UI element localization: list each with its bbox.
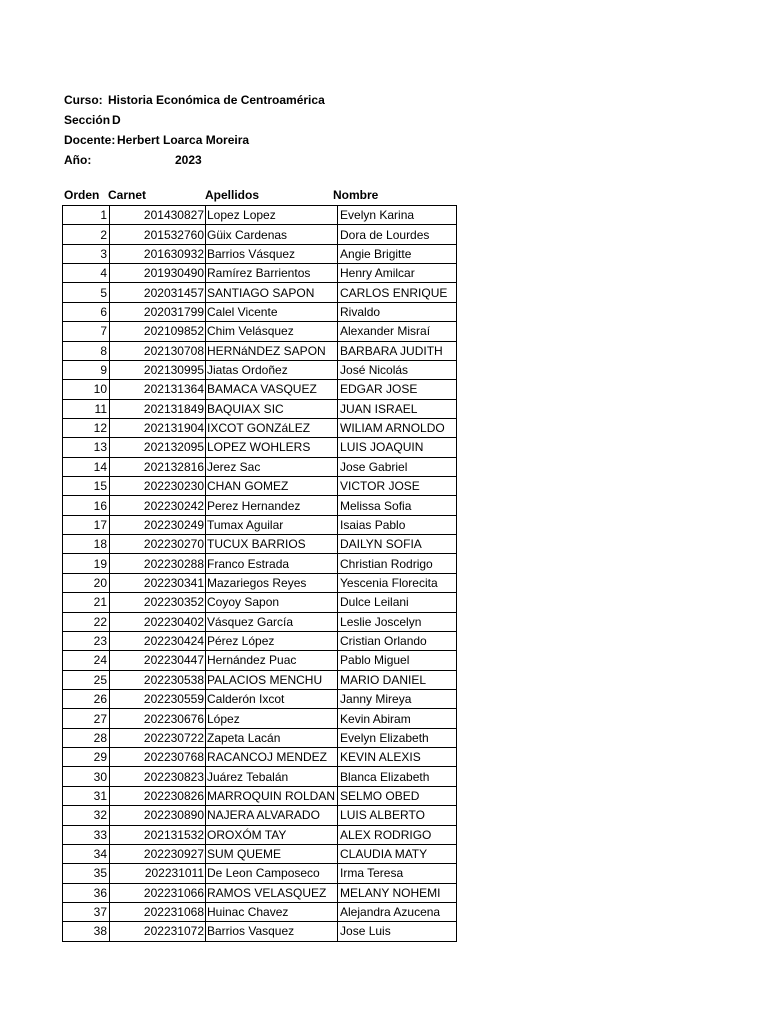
table-row xyxy=(63,748,457,767)
table-row xyxy=(63,902,457,921)
cell-orden: 23 xyxy=(63,631,110,650)
cell-nombre: José Nicolás xyxy=(338,360,457,379)
column-header-orden: Orden xyxy=(64,188,100,202)
cell-nombre: Janny Mireya xyxy=(338,689,457,708)
cell-orden: 35 xyxy=(63,864,110,883)
table-row xyxy=(63,206,457,225)
cell-orden: 17 xyxy=(63,515,110,534)
cell-nombre: LUIS JOAQUIN xyxy=(338,438,457,457)
table-row xyxy=(63,244,457,263)
cell-apellidos: De Leon Camposeco xyxy=(206,864,338,883)
cell-carnet: 202231072 xyxy=(110,922,206,941)
table-row xyxy=(63,554,457,573)
cell-orden: 9 xyxy=(63,360,110,379)
cell-carnet: 202131849 xyxy=(110,399,206,418)
cell-carnet: 202230230 xyxy=(110,477,206,496)
cell-carnet: 202230768 xyxy=(110,748,206,767)
cell-apellidos: BAQUIAX SIC xyxy=(206,399,338,418)
table-row xyxy=(63,883,457,902)
cell-orden: 24 xyxy=(63,651,110,670)
cell-nombre: Yescenia Florecita xyxy=(338,573,457,592)
table-row xyxy=(63,728,457,747)
table-row xyxy=(63,322,457,341)
student-list xyxy=(62,185,457,942)
cell-nombre: Blanca Elizabeth xyxy=(338,767,457,786)
cell-carnet: 202230424 xyxy=(110,631,206,650)
cell-nombre: Dulce Leilani xyxy=(338,593,457,612)
cell-orden: 18 xyxy=(63,535,110,554)
cell-carnet: 201430827 xyxy=(110,206,206,225)
cell-orden: 30 xyxy=(63,767,110,786)
cell-nombre: WILIAM ARNOLDO xyxy=(338,418,457,437)
cell-carnet: 202230270 xyxy=(110,535,206,554)
cell-carnet: 201930490 xyxy=(110,264,206,283)
cell-nombre: JUAN ISRAEL xyxy=(338,399,457,418)
cell-apellidos: SANTIAGO SAPON xyxy=(206,283,338,302)
cell-carnet: 202230249 xyxy=(110,515,206,534)
table-row xyxy=(63,418,457,437)
table-row xyxy=(63,786,457,805)
cell-apellidos: Franco Estrada xyxy=(206,554,338,573)
cell-apellidos: IXCOT GONZáLEZ xyxy=(206,418,338,437)
column-header-carnet: Carnet xyxy=(108,188,147,202)
cell-apellidos: NAJERA ALVARADO xyxy=(206,806,338,825)
cell-apellidos: LOPEZ WOHLERS xyxy=(206,438,338,457)
table-row xyxy=(63,767,457,786)
cell-nombre: Alejandra Azucena xyxy=(338,902,457,921)
cell-apellidos: HERNáNDEZ SAPON xyxy=(206,341,338,360)
cell-orden: 34 xyxy=(63,844,110,863)
cell-carnet: 202130708 xyxy=(110,341,206,360)
table-row xyxy=(63,864,457,883)
table-row xyxy=(63,535,457,554)
curso-label: Curso: xyxy=(64,93,103,107)
cell-apellidos: PALACIOS MENCHU xyxy=(206,670,338,689)
cell-orden: 11 xyxy=(63,399,110,418)
table-row xyxy=(63,709,457,728)
cell-nombre: Cristian Orlando xyxy=(338,631,457,650)
cell-orden: 25 xyxy=(63,670,110,689)
cell-apellidos: RAMOS VELASQUEZ xyxy=(206,883,338,902)
cell-apellidos: Mazariegos Reyes xyxy=(206,573,338,592)
cell-carnet: 202231011 xyxy=(110,864,206,883)
docente-label: Docente: xyxy=(64,133,116,147)
cell-apellidos: Hernández Puac xyxy=(206,651,338,670)
table-row xyxy=(63,264,457,283)
cell-orden: 10 xyxy=(63,380,110,399)
column-header-nombre: Nombre xyxy=(333,188,379,202)
cell-nombre: KEVIN ALEXIS xyxy=(338,748,457,767)
table-row xyxy=(63,573,457,592)
cell-carnet: 202132816 xyxy=(110,457,206,476)
table-row xyxy=(63,496,457,515)
cell-nombre: SELMO OBED xyxy=(338,786,457,805)
cell-apellidos: Vásquez García xyxy=(206,612,338,631)
cell-nombre: BARBARA JUDITH xyxy=(338,341,457,360)
column-headers xyxy=(62,185,457,205)
cell-carnet: 202230559 xyxy=(110,689,206,708)
table-row xyxy=(63,670,457,689)
anio-value: 2023 xyxy=(175,153,202,167)
cell-carnet: 202230402 xyxy=(110,612,206,631)
table-row xyxy=(63,341,457,360)
cell-orden: 32 xyxy=(63,806,110,825)
cell-orden: 38 xyxy=(63,922,110,941)
column-header-apellidos: Apellidos xyxy=(205,188,260,202)
table-row xyxy=(63,438,457,457)
cell-apellidos: Barrios Vásquez xyxy=(206,244,338,263)
cell-orden: 21 xyxy=(63,593,110,612)
table-row xyxy=(63,302,457,321)
docente-value: Herbert Loarca Moreira xyxy=(117,133,250,147)
table-row xyxy=(63,593,457,612)
cell-nombre: Jose Luis xyxy=(338,922,457,941)
table-row xyxy=(63,844,457,863)
table-row xyxy=(63,612,457,631)
cell-apellidos: López xyxy=(206,709,338,728)
cell-orden: 15 xyxy=(63,477,110,496)
cell-orden: 5 xyxy=(63,283,110,302)
table-row xyxy=(63,515,457,534)
table-row xyxy=(63,631,457,650)
cell-nombre: Evelyn Elizabeth xyxy=(338,728,457,747)
cell-carnet: 202031457 xyxy=(110,283,206,302)
cell-apellidos: SUM QUEME xyxy=(206,844,338,863)
cell-apellidos: Chim Velásquez xyxy=(206,322,338,341)
table-row xyxy=(63,806,457,825)
cell-nombre: Pablo Miguel xyxy=(338,651,457,670)
cell-nombre: VICTOR JOSE xyxy=(338,477,457,496)
table-row xyxy=(63,380,457,399)
cell-nombre: LUIS ALBERTO xyxy=(338,806,457,825)
cell-orden: 8 xyxy=(63,341,110,360)
cell-nombre: Leslie Joscelyn xyxy=(338,612,457,631)
cell-carnet: 202230890 xyxy=(110,806,206,825)
cell-carnet: 202230927 xyxy=(110,844,206,863)
seccion-label: Sección xyxy=(64,113,111,127)
cell-nombre: Henry Amilcar xyxy=(338,264,457,283)
cell-carnet: 202230341 xyxy=(110,573,206,592)
cell-apellidos: Pérez López xyxy=(206,631,338,650)
cell-apellidos: Coyoy Sapon xyxy=(206,593,338,612)
cell-orden: 29 xyxy=(63,748,110,767)
table-row xyxy=(63,689,457,708)
cell-nombre: Kevin Abiram xyxy=(338,709,457,728)
cell-apellidos: Tumax Aguilar xyxy=(206,515,338,534)
cell-orden: 31 xyxy=(63,786,110,805)
table-row xyxy=(63,457,457,476)
cell-nombre: DAILYN SOFIA xyxy=(338,535,457,554)
cell-carnet: 202230352 xyxy=(110,593,206,612)
cell-apellidos: MARROQUIN ROLDAN xyxy=(206,786,338,805)
anio-label: Año: xyxy=(64,153,92,167)
cell-carnet: 202230288 xyxy=(110,554,206,573)
cell-nombre: Rivaldo xyxy=(338,302,457,321)
cell-orden: 16 xyxy=(63,496,110,515)
cell-nombre: Angie Brigitte xyxy=(338,244,457,263)
seccion-value: D xyxy=(112,113,121,127)
cell-orden: 14 xyxy=(63,457,110,476)
cell-nombre: Dora de Lourdes xyxy=(338,225,457,244)
table-row xyxy=(63,922,457,941)
cell-apellidos: Juárez Tebalán xyxy=(206,767,338,786)
cell-carnet: 202131532 xyxy=(110,825,206,844)
cell-carnet: 202230447 xyxy=(110,651,206,670)
table-row xyxy=(63,225,457,244)
cell-apellidos: OROXÓM TAY xyxy=(206,825,338,844)
table-row xyxy=(63,360,457,379)
cell-carnet: 202131364 xyxy=(110,380,206,399)
cell-nombre: ALEX RODRIGO xyxy=(338,825,457,844)
cell-orden: 28 xyxy=(63,728,110,747)
cell-nombre: Isaias Pablo xyxy=(338,515,457,534)
cell-orden: 33 xyxy=(63,825,110,844)
cell-orden: 36 xyxy=(63,883,110,902)
cell-apellidos: Jerez Sac xyxy=(206,457,338,476)
cell-nombre: Evelyn Karina xyxy=(338,206,457,225)
cell-carnet: 202231068 xyxy=(110,902,206,921)
student-table xyxy=(62,205,457,942)
cell-carnet: 202230538 xyxy=(110,670,206,689)
cell-nombre: EDGAR JOSE xyxy=(338,380,457,399)
cell-orden: 6 xyxy=(63,302,110,321)
cell-carnet: 201630932 xyxy=(110,244,206,263)
cell-carnet: 202131904 xyxy=(110,418,206,437)
cell-nombre: Jose Gabriel xyxy=(338,457,457,476)
table-row xyxy=(63,477,457,496)
cell-carnet: 201532760 xyxy=(110,225,206,244)
cell-orden: 19 xyxy=(63,554,110,573)
cell-apellidos: CHAN GOMEZ xyxy=(206,477,338,496)
cell-carnet: 202230826 xyxy=(110,786,206,805)
cell-orden: 2 xyxy=(63,225,110,244)
cell-apellidos: Calderón Ixcot xyxy=(206,689,338,708)
table-row xyxy=(63,283,457,302)
cell-orden: 27 xyxy=(63,709,110,728)
cell-apellidos: Güix Cardenas xyxy=(206,225,338,244)
cell-nombre: CARLOS ENRIQUE xyxy=(338,283,457,302)
cell-orden: 37 xyxy=(63,902,110,921)
cell-orden: 26 xyxy=(63,689,110,708)
cell-apellidos: Barrios Vasquez xyxy=(206,922,338,941)
cell-nombre: MARIO DANIEL xyxy=(338,670,457,689)
cell-nombre: Irma Teresa xyxy=(338,864,457,883)
cell-carnet: 202230823 xyxy=(110,767,206,786)
cell-orden: 7 xyxy=(63,322,110,341)
cell-apellidos: Huinac Chavez xyxy=(206,902,338,921)
cell-apellidos: Jiatas Ordoñez xyxy=(206,360,338,379)
cell-apellidos: Calel Vicente xyxy=(206,302,338,321)
table-row xyxy=(63,651,457,670)
curso-value: Historia Económica de Centroamérica xyxy=(108,93,325,107)
cell-apellidos: Lopez Lopez xyxy=(206,206,338,225)
cell-carnet: 202230676 xyxy=(110,709,206,728)
cell-nombre: Melissa Sofia xyxy=(338,496,457,515)
cell-nombre: Alexander Misraí xyxy=(338,322,457,341)
table-row xyxy=(63,825,457,844)
cell-orden: 20 xyxy=(63,573,110,592)
cell-apellidos: RACANCOJ MENDEZ xyxy=(206,748,338,767)
student-table-body xyxy=(63,206,457,942)
cell-orden: 22 xyxy=(63,612,110,631)
cell-nombre: Christian Rodrigo xyxy=(338,554,457,573)
cell-carnet: 202230722 xyxy=(110,728,206,747)
table-row xyxy=(63,399,457,418)
cell-apellidos: Ramírez Barrientos xyxy=(206,264,338,283)
cell-carnet: 202230242 xyxy=(110,496,206,515)
cell-carnet: 202109852 xyxy=(110,322,206,341)
cell-orden: 3 xyxy=(63,244,110,263)
cell-carnet: 202132095 xyxy=(110,438,206,457)
cell-carnet: 202031799 xyxy=(110,302,206,321)
cell-orden: 13 xyxy=(63,438,110,457)
cell-apellidos: Zapeta Lacán xyxy=(206,728,338,747)
cell-nombre: MELANY NOHEMI xyxy=(338,883,457,902)
cell-orden: 12 xyxy=(63,418,110,437)
cell-carnet: 202231066 xyxy=(110,883,206,902)
cell-orden: 1 xyxy=(63,206,110,225)
cell-carnet: 202130995 xyxy=(110,360,206,379)
cell-apellidos: BAMACA VASQUEZ xyxy=(206,380,338,399)
cell-orden: 4 xyxy=(63,264,110,283)
cell-apellidos: TUCUX BARRIOS xyxy=(206,535,338,554)
cell-apellidos: Perez Hernandez xyxy=(206,496,338,515)
cell-nombre: CLAUDIA MATY xyxy=(338,844,457,863)
